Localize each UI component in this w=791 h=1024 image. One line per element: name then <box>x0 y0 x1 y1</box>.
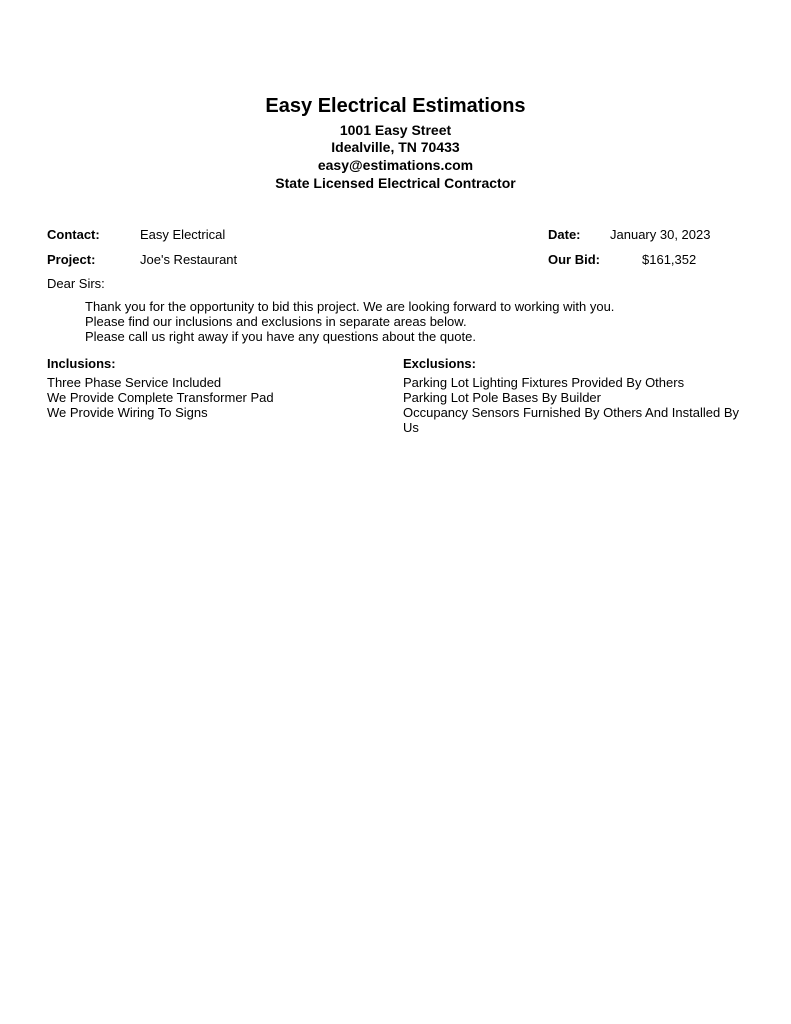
exclusion-item: Occupancy Sensors Furnished By Others And Installed By Us <box>403 405 740 435</box>
inclusions-heading: Inclusions: <box>47 356 116 371</box>
contact-label: Contact: <box>47 227 100 242</box>
exclusions-heading: Exclusions: <box>403 356 476 371</box>
exclusion-item: Parking Lot Lighting Fixtures Provided By Others <box>403 375 685 390</box>
contact-value: Easy Electrical <box>140 227 226 242</box>
letter-line: Please call us right away if you have any questions about the quote. <box>85 329 476 344</box>
city-state-zip: Idealville, TN 70433 <box>331 139 460 155</box>
letter-line: Thank you for the opportunity to bid this project. We are looking forward to working with you. <box>85 299 615 314</box>
inclusion-item: Three Phase Service Included <box>47 375 222 390</box>
project-value: Joe's Restaurant <box>140 252 238 267</box>
license-line: State Licensed Electrical Contractor <box>275 175 516 191</box>
salutation: Dear Sirs: <box>47 276 105 291</box>
letter-line: Please find our inclusions and exclusions in separate areas below. <box>85 314 467 329</box>
inclusion-item: We Provide Complete Transformer Pad <box>47 390 274 405</box>
inclusions-list <box>47 375 274 420</box>
project-label: Project: <box>47 252 96 267</box>
company-name: Easy Electrical Estimations <box>265 95 526 117</box>
inclusion-item: We Provide Wiring To Signs <box>47 405 208 420</box>
company-email: easy@estimations.com <box>317 157 474 173</box>
bid-value: $161,352 <box>642 252 697 267</box>
street-address: 1001 Easy Street <box>339 122 452 138</box>
date-label: Date: <box>548 227 581 242</box>
exclusions-list <box>403 375 748 435</box>
date-value: January 30, 2023 <box>610 227 711 242</box>
exclusion-item: Parking Lot Pole Bases By Builder <box>403 390 601 405</box>
bid-label: Our Bid: <box>548 252 600 267</box>
